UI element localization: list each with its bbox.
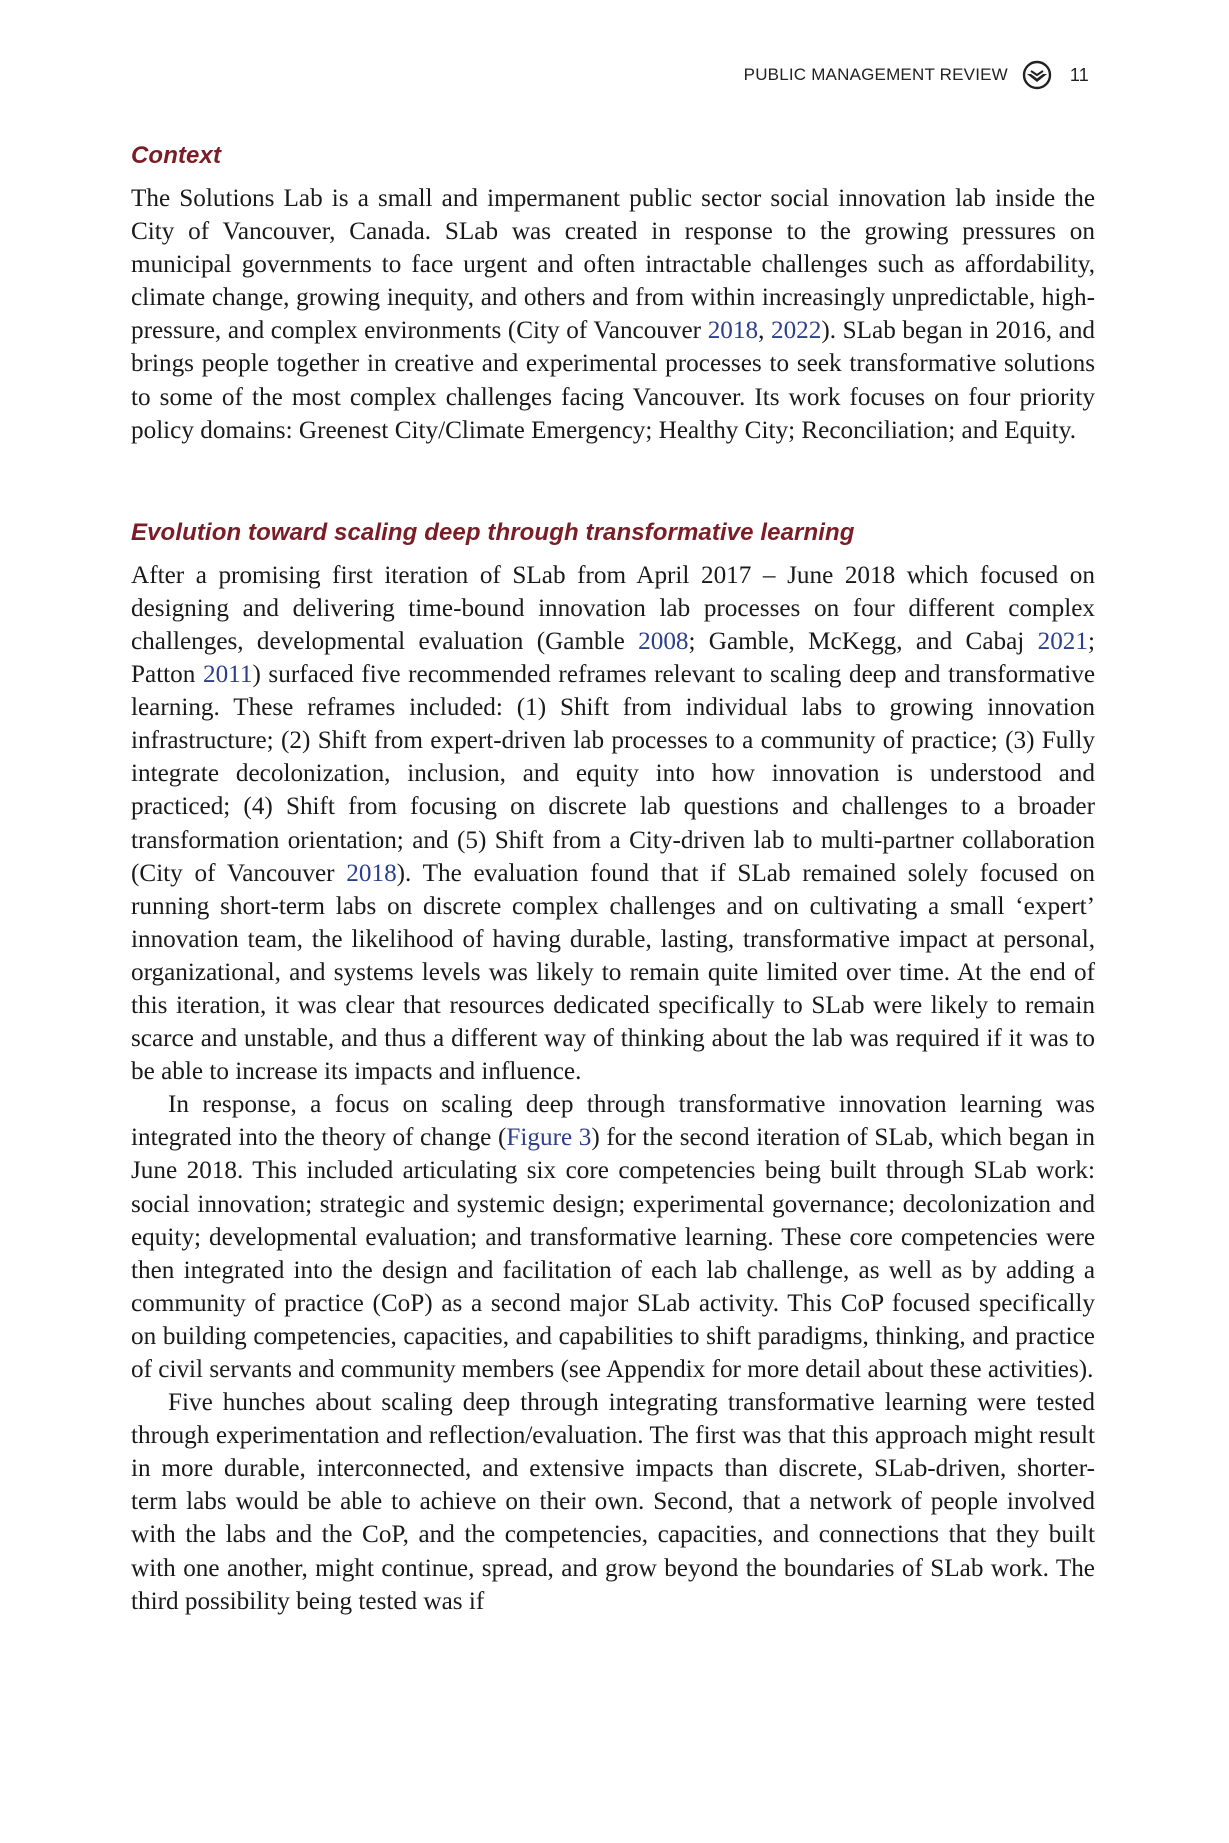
text-run: ) for the second iteration of SLab, which began in June 2018. This included articulating six core competencies being built through SLab work: social innovation; strategic and systemic design; experimental governance; decolonization and equity; developmental evaluation; and transformative learning. These core competencies were then integrated into the design and facilitation of each lab challenge, as well as by adding a community of practice (CoP) as a second major SLab activity. This CoP focused specifically on building competencies, capacities, and capabilities to shift paradigms, thinking, and practice of civil servants and community members (see Appendix for more detail about these activities).: [131, 1124, 1095, 1383]
text-run: ) surfaced five recommended reframes relevant to scaling deep and transformative learning. These reframes included: (1) Shift from individual labs to growing innovation infrastructure; (2) Shift from expert-driven lab processes to a community of practice; (3) Fully integrate decolonization, inclusion, and equity into how innovation is understood and practiced; (4) Shift from focusing on discrete lab questions and challenges to a broader transformation orientation; and (5) Shift from a City-driven lab to multi-partner collaboration (City of Vancouver: [131, 661, 1095, 887]
text-run: In response, a focus on scaling deep through transformative innovation learning was integrated into the theory of change (: [131, 1091, 1095, 1152]
text-run: Five hunches about scaling deep through integrating transformative learning were tested through experimentation and reflection/evaluation. The first was that this approach might result in more durable, interconnected, and extensive impacts than discrete, SLab-driven, shorter-term labs would be able to achieve on their own. Second, that a network of people involved with the labs and the CoP, and the competencies, capacities, and connections that they built with one another, might continue, spread, and grow beyond the boundaries of SLab work. The third possibility being tested was if: [131, 1389, 1095, 1615]
text-run: After a promising first iteration of SLab from April 2017 – June 2018 which focused on designing and delivering time-bound innovation lab processes on four different complex challenges, developmental evaluation (Gamble: [131, 561, 1095, 655]
citation-link[interactable]: 2018: [346, 859, 397, 887]
paragraph: [131, 1386, 1095, 1618]
figure-link[interactable]: Figure 3: [506, 1124, 592, 1152]
citation-link[interactable]: 2022: [770, 317, 822, 345]
paragraph: [131, 559, 1095, 1089]
page-number: 11: [1069, 64, 1089, 85]
text-run: The Solutions Lab is a small and impermanent public sector social innovation lab inside the City of Vancouver, Canada. SLab was created in response to the growing pressures on municipal governments to face urgent and often intractable challenges such as affordability, climate change, growing inequity, and others and from within increasingly unpredictable, high-pressure, and complex environments (City of Vancouver: [131, 185, 1095, 345]
text-run: ). SLab began in 2016, and brings people together in creative and experimental processes to seek transformative solutions to some of the most complex challenges facing Vancouver. Its work focuses on four priority policy domains: Greenest City/Climate Emergency; Healthy City; Reconciliation; and Equity.: [131, 317, 1096, 444]
citation-link[interactable]: 2018: [707, 317, 759, 345]
article-body: [131, 138, 1095, 1618]
text-run: ). The evaluation found that if SLab remained solely focused on running short-term labs on discrete complex challenges and on cultivating a small ‘expert’ innovation team, the likelihood of having durable, lasting, transformative impact at personal, organizational, and systems levels was likely to remain quite limited over time. At the end of this iteration, it was clear that resources dedicated specifically to SLab were likely to remain scarce and unstable, and thus a different way of thinking about the lab was required if it was to be able to increase its impacts and influence.: [131, 859, 1095, 1086]
text-run: ,: [758, 317, 771, 345]
citation-link[interactable]: 2008: [638, 627, 689, 655]
citation-link[interactable]: 2011: [202, 661, 253, 689]
paragraph: [131, 1088, 1095, 1386]
section-heading-context: Context: [131, 142, 222, 169]
paragraph: [131, 182, 1095, 447]
text-run: ; Patton: [131, 627, 1095, 689]
running-header: [744, 60, 1089, 90]
journal-title: PUBLIC MANAGEMENT REVIEW: [743, 65, 1008, 84]
citation-link[interactable]: 2021: [1037, 627, 1088, 655]
text-run: ; Gamble, McKegg, and Cabaj: [688, 627, 1038, 655]
journal-logo-icon: [1022, 60, 1052, 90]
section-heading-evolution: Evolution toward scaling deep through transformative learning: [131, 518, 855, 546]
